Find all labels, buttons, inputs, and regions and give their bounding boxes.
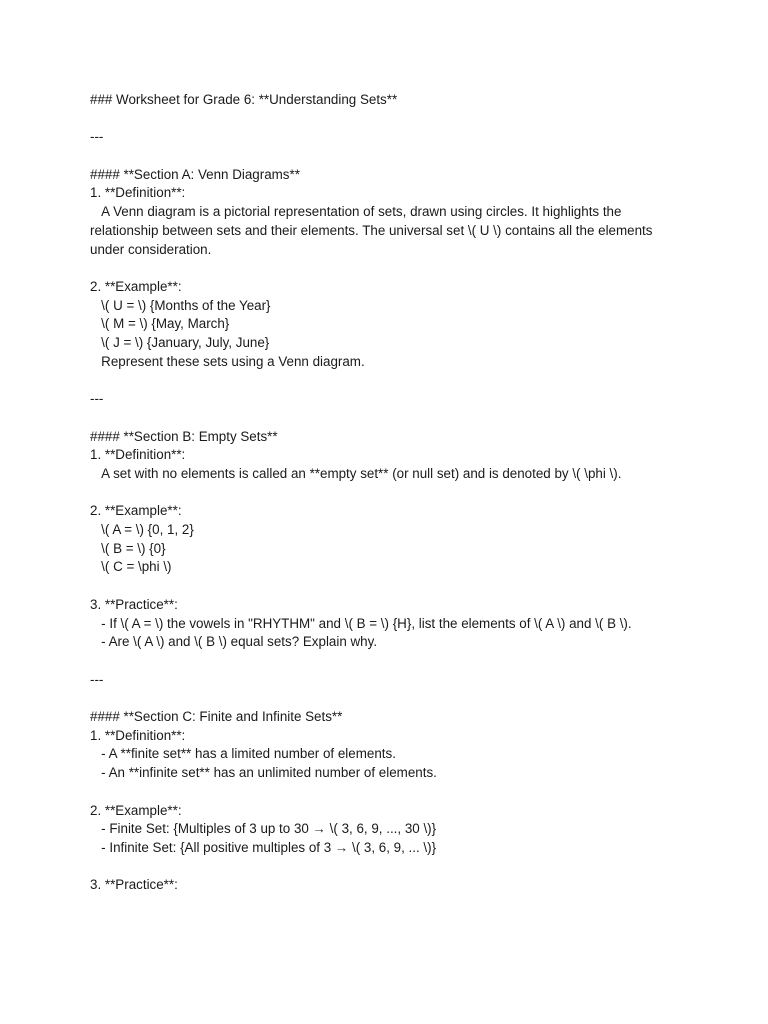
section-a-example-label: 2. **Example**: (90, 278, 182, 294)
section-b-example-line: \( C = \phi \) (101, 559, 172, 575)
section-c-example-line: - Infinite Set: {All positive multiples of 3 → \( 3, 6, 9, ... \)} (101, 839, 437, 855)
section-b-practice-line: - If \( A = \) the vowels in "RHYTHM" and \( B = \) {H}, list the elements of \( A \) and \( B \). (101, 615, 632, 631)
blank-line (90, 484, 690, 503)
section-b-definition-label: 1. **Definition**: (90, 447, 186, 463)
blank-line (90, 652, 690, 671)
section-c-definition-label: 1. **Definition**: (90, 727, 186, 743)
blank-line (90, 577, 690, 596)
section-c-heading: #### **Section C: Finite and Infinite Sets** (90, 709, 343, 725)
section-a-heading: #### **Section A: Venn Diagrams** (90, 166, 300, 182)
blank-line (90, 409, 690, 428)
page-title: ### Worksheet for Grade 6: **Understanding Sets** (90, 92, 398, 107)
section-a-definition-text: A Venn diagram is a pictorial representation of sets, drawn using circles. It highlights the relationship between sets and their elements. The universal set \( U \) contains all the elements under consideration. (90, 204, 653, 257)
section-a-example-line: \( M = \) {May, March} (101, 316, 230, 332)
blank-line (90, 689, 690, 708)
section-b-example-line: \( A = \) {0, 1, 2} (101, 522, 194, 538)
section-b-heading: #### **Section B: Empty Sets** (90, 428, 278, 444)
separator: --- (90, 129, 104, 145)
section-c-practice-label: 3. **Practice**: (90, 877, 178, 893)
blank-line (90, 259, 690, 278)
blank-line (90, 110, 690, 129)
blank-line (90, 147, 690, 166)
section-b-example-line: \( B = \) {0} (101, 540, 166, 556)
section-a-example-line: \( J = \) {January, July, June} (101, 335, 270, 351)
separator: --- (90, 671, 104, 687)
section-c-example-label: 2. **Example**: (90, 802, 182, 818)
section-c-definition-line: - A **finite set** has a limited number of elements. (101, 746, 396, 762)
section-b-example-label: 2. **Example**: (90, 503, 182, 519)
section-a-example-line: \( U = \) {Months of the Year} (101, 297, 271, 313)
blank-line (90, 783, 690, 802)
section-b-definition-text: A set with no elements is called an **empty set** (or null set) and is denoted by \( \phi \). (101, 465, 622, 481)
blank-line (90, 858, 690, 877)
section-b-practice-line: - Are \( A \) and \( B \) equal sets? Explain why. (101, 634, 378, 650)
separator: --- (90, 391, 104, 407)
section-c-example-line: - Finite Set: {Multiples of 3 up to 30 → \( 3, 6, 9, ..., 30 \)} (101, 821, 437, 837)
blank-line (90, 372, 690, 391)
section-a-definition-label: 1. **Definition**: (90, 185, 186, 201)
worksheet-body (90, 91, 690, 895)
section-c-definition-line: - An **infinite set** has an unlimited number of elements. (101, 765, 437, 781)
section-a-example-line: Represent these sets using a Venn diagram. (101, 353, 365, 369)
section-b-practice-label: 3. **Practice**: (90, 596, 178, 612)
